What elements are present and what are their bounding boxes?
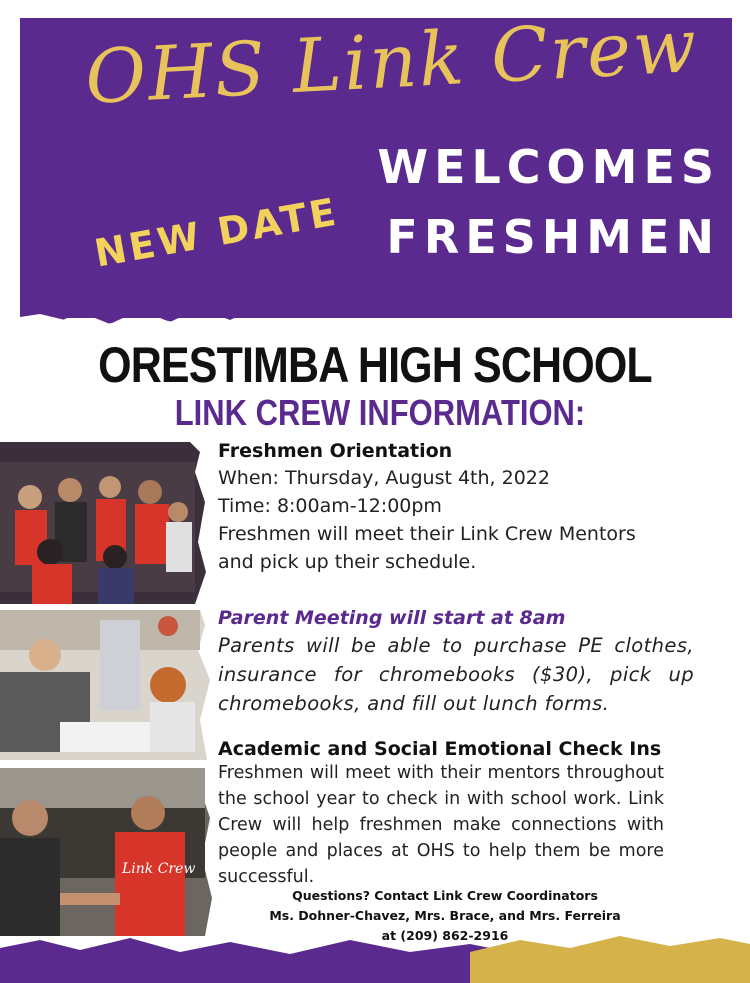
orientation-detail-2: and pick up their schedule. xyxy=(218,551,477,573)
new-date-stamp: NEW DATE xyxy=(91,189,342,276)
torn-paper-edge-top xyxy=(0,280,750,340)
parent-meeting-body: Parents will be able to purchase PE clothes, insurance for chromebooks ($30), pick up chromebooks, and fill out lunch forms. xyxy=(218,634,694,715)
orientation-detail-1: Freshmen will meet their Link Crew Mentors xyxy=(218,523,636,545)
check-ins-photo xyxy=(0,768,215,936)
parent-meeting-title: Parent Meeting will start at 8am xyxy=(218,607,566,629)
orientation-section xyxy=(218,440,698,576)
contact-line-2: Ms. Dohner-Chavez, Mrs. Brace, and Mrs. Ferreira xyxy=(269,908,621,923)
parent-meeting-photo xyxy=(0,610,212,760)
orientation-time: Time: 8:00am-12:00pm xyxy=(218,495,442,517)
info-title: LINK CREW INFORMATION: xyxy=(174,392,586,433)
torn-paper-edge-bottom xyxy=(0,930,750,983)
banner-freshmen: FRESHMEN xyxy=(386,210,720,264)
check-ins-body: Freshmen will meet with their mentors throughout the school year to check in with school work. Link Crew will help freshmen make connections with people and places at OHS to help them be more successful. xyxy=(218,763,664,887)
shirt-text: Link Crew xyxy=(122,861,196,877)
check-ins-title: Academic and Social Emotional Check Ins xyxy=(218,738,662,760)
orientation-photo xyxy=(0,442,210,604)
orientation-title: Freshmen Orientation xyxy=(218,440,453,462)
parent-meeting-section xyxy=(218,607,698,718)
banner-title: OHS Link Crew xyxy=(83,2,701,121)
contact-line-1: Questions? Contact Link Crew Coordinators xyxy=(292,888,598,903)
orientation-when: When: Thursday, August 4th, 2022 xyxy=(218,467,550,489)
school-name: ORESTIMBA HIGH SCHOOL xyxy=(98,337,652,393)
check-ins-section xyxy=(218,738,698,890)
contact-phone: at (209) 862-2916 xyxy=(381,928,509,943)
banner-welcomes: WELCOMES xyxy=(377,140,720,194)
